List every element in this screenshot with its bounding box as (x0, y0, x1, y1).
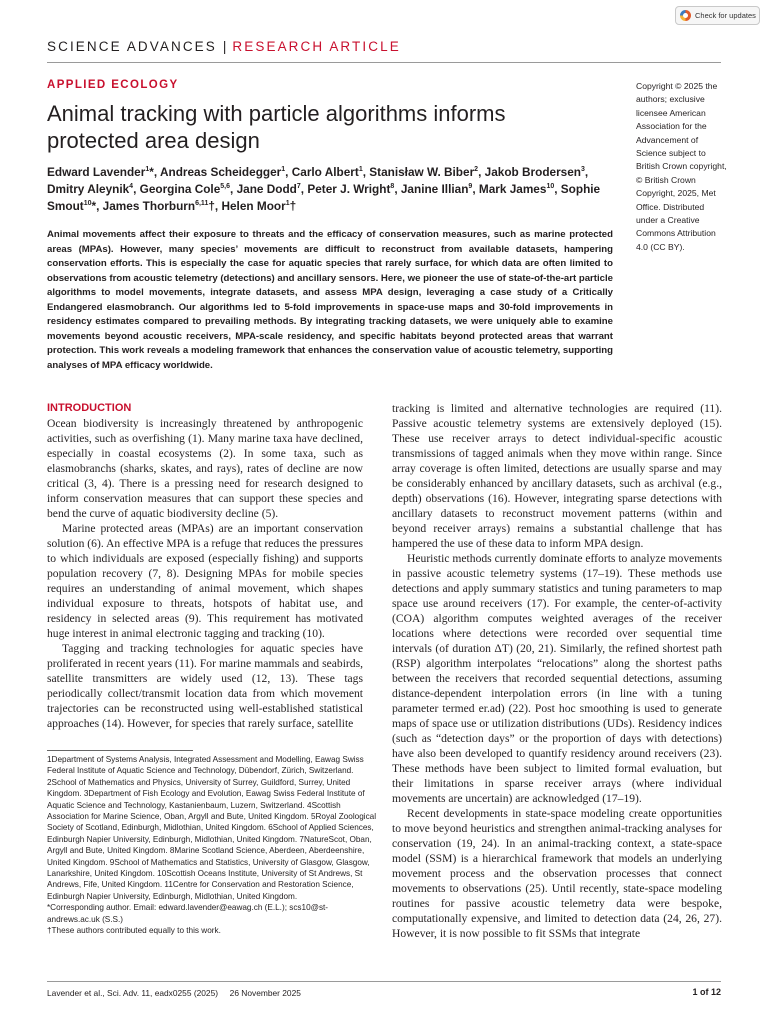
author-affiliation-number: 7 (296, 183, 301, 191)
article-type: RESEARCH ARTICLE (232, 39, 401, 54)
author-name: Mark James$^{10}$ (478, 182, 555, 196)
author-name: James Thorburn$^{6,11}$† (102, 199, 215, 213)
journal-name: SCIENCE ADVANCES (47, 39, 217, 54)
author-name: Stanisław W. Biber$^2$ (369, 165, 479, 179)
body-column-left (47, 401, 363, 731)
author-affiliation-number: 10 (546, 183, 555, 191)
abstract: Animal movements affect their exposure to threats and the efficacy of conservation measures, such as marine protected areas (MPAs). However, many species’ movements are difficult to reconstruct from available datasets, hampering conservation efforts. This is especially the case for aquatic species that rarely surface, for which data are often limited to observations from acoustic telemetry (detections) and ancillary sensors. Here, we pioneer the use of state-of-the-art particle algorithms to model movements, integrate datasets, and assess MPA design, leveraging a case study of a Critically Endangered elasmobranch. Our algorithms led to 5-fold improvements in space-use maps and 30-fold improvements in residency estimates compared to prevailing methods. By integrating tracking datasets, we were uniquely able to examine movements beyond acoustic receivers, MPA-scale residency, and specific habitats beyond protected areas that warrant protection. This work reveals a modeling framework that enhances the conservation value of acoustic telemetry, supporting analyses of MPA efficacy worldwide. (47, 229, 613, 371)
citation-footer: Lavender et al., Sci. Adv. 11, eadx0255 (2025) 26 November 2025 (47, 988, 301, 998)
author-name: Andreas Scheidegger$^1$ (159, 165, 286, 179)
author-affiliation-number: 5,6 (220, 183, 231, 191)
section-label: APPLIED ECOLOGY (47, 79, 179, 91)
author-affiliation-number: 1 (281, 166, 286, 174)
author-name: Janine Illian$^9$ (400, 182, 473, 196)
check-for-updates-label: Check for updates (695, 11, 756, 20)
author-name: Dmitry Aleynik$^4$ (47, 182, 134, 196)
author-name: Edward Lavender$^1$* (47, 165, 154, 179)
author-name: Georgina Cole$^{5,6}$ (139, 182, 231, 196)
journal-header (47, 39, 401, 54)
check-for-updates-badge[interactable] (675, 6, 760, 25)
author-affiliation-number: 3 (581, 166, 585, 174)
author-name: Peter J. Wright$^8$ (307, 182, 395, 196)
author-name: Sophie Smout$^{10}$* (47, 182, 601, 213)
article-title: Animal tracking with particle algorithms informs protected area design (47, 101, 506, 153)
footer-rule (47, 981, 721, 982)
header-separator: | (222, 39, 227, 54)
author-affiliation-number: 1 (285, 200, 290, 208)
body-paragraph: Ocean biodiversity is increasingly threatened by anthropogenic activities, such as overfishing (1). Many marine taxa have declined, especially in coastal ecosystems (2). In some taxa, such as elasmobranchs (sharks, skates, and rays), rates of decline are now critical (3, 4). There is a pressing need for research designed to inform conservation measures that can support these species and bend the curve of aquatic biodiversity decline (5). (47, 417, 363, 520)
body-paragraph: Marine protected areas (MPAs) are an important conservation solution (6). An effective MPA is a refuge that reduces the pressures to which individuals are exposed (especially fishing) and supports population recovery (7, 8). Designing MPAs for mobile species requires an understanding of animal movement, which shapes individual exposure to threats, hotspots of habitat use, and residency in selected areas (9). This requirement has motivated huge interest in animal electronic tagging and tracking (10). (47, 522, 363, 640)
body-paragraph: Recent developments in state-space modeling create opportunities to move beyond heuristics and strengthen animal-tracking analyses for conservation (19, 24). In an animal-tracking context, a state-space model (SSM) is a hierarchical framework that models an underlying movement process and the observation processes that connect movements to observations (25). Until recently, state-space modeling routines for passive acoustic telemetry data were bespoke, computationally expensive, and limited to detection data (24, 26, 27). However, it is now possible to fit SSMs that integrate (392, 807, 722, 940)
page-number: 1 of 12 (692, 987, 721, 997)
author-name: Jane Dodd$^7$ (236, 182, 301, 196)
footnotes (47, 754, 377, 937)
author-affiliation-number: 9 (468, 183, 473, 191)
author-name: Carlo Albert$^1$ (291, 165, 363, 179)
copyright-notice: Copyright © 2025 the authors; exclusive licensee American Association for the Advancement of Science subject to British Crown copyright, © British Crown Copyright, 2025, Met Office. Distributed under a Creative Commons Attribution 4.0 (CC BY). (636, 81, 727, 252)
section-heading-introduction: INTRODUCTION (47, 402, 132, 414)
author-affiliation-number: 2 (474, 166, 479, 174)
author-name: Jakob Brodersen$^3$ (484, 165, 585, 179)
footnote-rule (47, 750, 193, 751)
crossmark-icon (680, 10, 691, 21)
body-column-right (392, 401, 722, 941)
header-rule (47, 62, 721, 63)
body-paragraph: Heuristic methods currently dominate efforts to analyze movements in passive acoustic telemetry systems (17–19). These methods use detections and apply summary statistics and tuning parameters to map space use around receivers (17). For example, the center-of-activity (COA) algorithm computes weighted averages of the receiver locations where detections were recorded over sequential time intervals (of duration ΔT) (20, 21). Similarly, the refined shortest path (RSP) algorithm interpolates “relocations” along the shortest paths between the receivers that recorded sequential detections, assuming distance-dependent interpolation errors (in line with a tuning parameter termed er.ad) (22). Post hoc smoothing is used to generate maps of space use or utilization distributions (UDs). Residency indices (such as “detection days” or the proportion of days with detections) have also been developed to quantify residency around receivers (23). These methods have been subject to limited formal evaluation, but their limitations in sparse receiver arrays (where individual movements are uncertain) are acknowledged (17–19). (392, 552, 722, 805)
author-affiliation-number: 1 (358, 166, 363, 174)
author-affiliation-number: 10 (83, 200, 92, 208)
corresponding-author: *Corresponding author. Email: edward.lavender@eawag.ch (E.L.); scs10@st-andrews.ac.uk (S.S.) (47, 903, 329, 924)
affiliations: 1Department of Systems Analysis, Integrated Assessment and Modelling, Eawag Swiss Federal Institute of Aquatic Science and Technology, Dübendorf, Zürich, Switzerland. 2School of Mathematics and Physics, University of Surrey, Guildford, Surrey, United Kingdom. 3Department of Fish Ecology and Evolution, Eawag Swiss Federal Institute of Aquatic Science and Technology, Kastanienbaum, Luzern, Switzerland. 4Scottish Association for Marine Science, Oban, Argyll and Bute, United Kingdom. 5Royal Zoological Society of Scotland, Edinburgh, Midlothian, United Kingdom. 6School of Applied Sciences, Edinburgh Napier University, Edinburgh, Midlothian, United Kingdom. 7NatureScot, Oban, Argyll and Bute, United Kingdom. 8Marine Scotland Science, Aberdeen, Aberdeenshire, United Kingdom. 9School of Mathematics and Statistics, University of Glasgow, Glasgow, Lanarkshire, United Kingdom. 10Scottish Oceans Institute, University of St Andrews, St Andrews, Fife, United Kingdom. 11Centre for Conservation and Restoration Science, Edinburgh Napier University, Edinburgh, Midlothian, United Kingdom. (47, 755, 377, 901)
author-affiliation-number: 6,11 (195, 200, 209, 208)
author-affiliation-number: 4 (129, 183, 134, 191)
author-affiliation-number: 1 (145, 166, 150, 174)
body-paragraph: tracking is limited and alternative technologies are required (11). Passive acoustic telemetry systems are extensively deployed (15). These use receiver arrays to detect individual-specific acoustic transmissions of tagged animals when they move within range. Since array coverage is often limited, detections are usually sparse and may be considerably enhanced by ancillary datasets, such as archival (e.g., depth) observations (16). However, integrating sparse detections with ancillary datasets to reconstruct movement patterns (within and beyond receiver arrays) remains a substantial challenge that has hampered the use of these data to inform MPA design. (392, 402, 722, 550)
body-paragraph: Tagging and tracking technologies for aquatic species have proliferated in recent years (11). For marine mammals and seabirds, satellite transmitters are widely used (12, 13). These tags periodically collect/transmit location data from which movement trajectories can be reconstructed using well-established statistical approaches (14). However, for species that rarely surface, satellite (47, 642, 363, 730)
author-list: Edward Lavender$^1$*, Andreas Scheidegger$^1$, Carlo Albert$^1$, Stanisław W. Biber$^2$, Jakob Brodersen$^3$, Dmitry Aleynik$^4$, Georgina Cole$^{5,6}$, Jane Dodd$^7$, Peter J. Wright$^8$, Janine Illian$^9$, Mark James$^{10}$, Sophie Smout$^{10}$*, James Thorburn$^{6,11}$†, Helen Moor$^1$† (47, 165, 601, 213)
author-name: Helen Moor$^1$† (221, 199, 297, 213)
author-affiliation-number: 8 (390, 183, 395, 191)
equal-contribution-note: †These authors contributed equally to this work. (47, 926, 221, 936)
